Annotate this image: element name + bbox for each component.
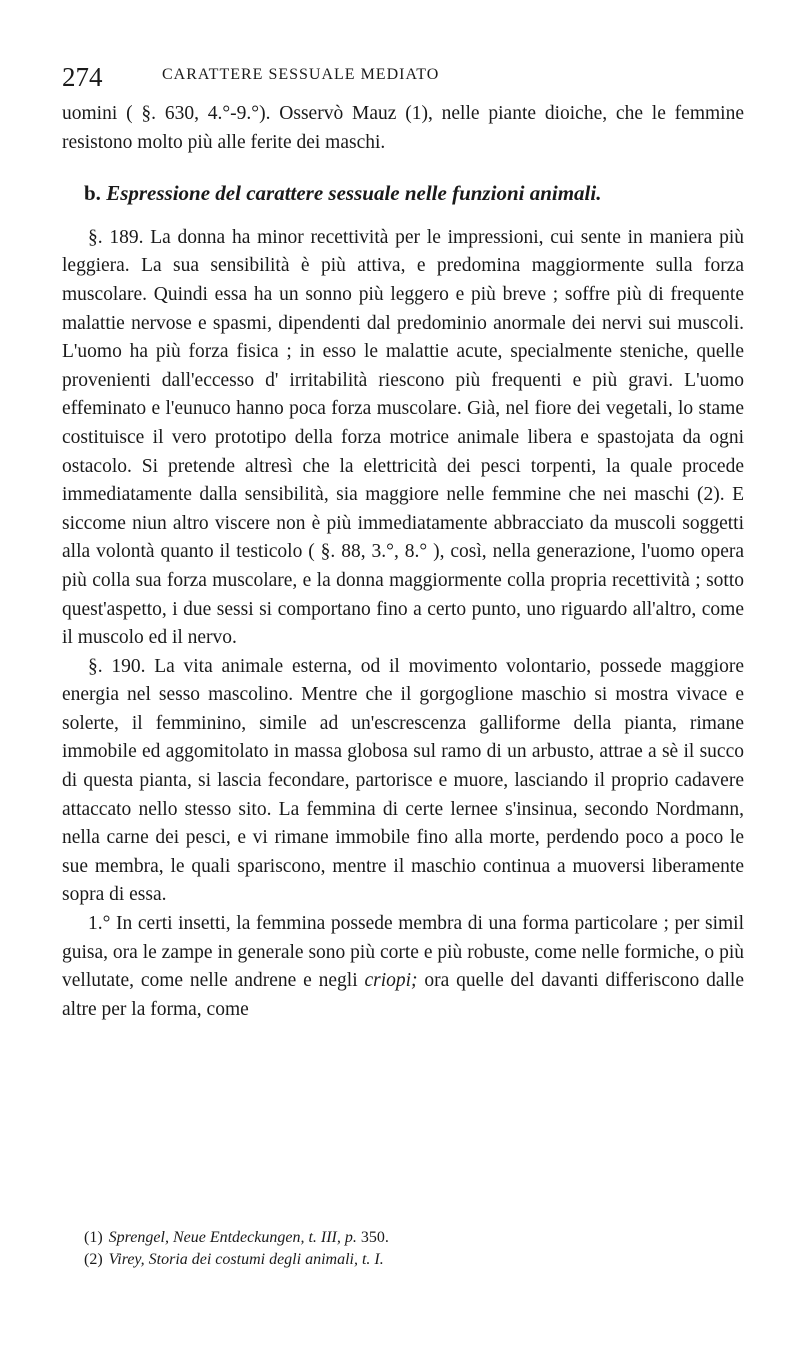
footnote-2-author: Virey, [108,1251,145,1268]
footnote-1-title: Neue Entdeckungen, t. III, p. [168,1229,357,1246]
section-letter: b. [84,181,101,206]
section-title: Espressione del carattere sessuale nelle funzioni animali. [106,181,602,206]
footnote-2 [84,1249,744,1271]
footnote-1 [84,1227,744,1249]
footnote-1-page: 350. [356,1229,389,1246]
page-number: 274 [62,62,103,92]
footnote-2-marker: (2) [84,1251,103,1268]
footnote-1-author: Sprengel, [108,1229,169,1246]
page-body [62,100,744,1024]
page-header [62,62,742,92]
paragraph-1 [62,910,744,1024]
footnotes [84,1227,744,1271]
footnote-1-marker: (1) [84,1229,103,1246]
footnote-2-title: Storia dei costumi degli animali, t. I. [144,1251,384,1268]
section-heading [62,179,744,208]
paragraph-1-text: 1.° In certi insetti, la femmina possede membra di una forma particolare ; per simil guisa, ora le zampe in generale sono più corte e più robuste, come nelle formiche, o più vellutate, come nelle andrene e negli [62,913,744,992]
paragraph-1-italic: criopi; [364,970,418,992]
paragraph-190: §. 190. La vita animale esterna, od il movimento volontario, possede maggiore energia nel sesso mascolino. Mentre che il gorgoglione maschio si mostra vivace e solerte, il femminino, simile ad un'escrescenza galliforme della pianta, rimane immobile ed aggomitolato in massa globosa sul ramo di un arbusto, attrae a sè il succo di questa pianta, si lascia fecondare, partorisce e muore, lasciando il proprio cadavere attaccato nello stesso sito. La femmina di certe lernee s'insinua, secondo Nordmann, nella carne dei pesci, e vi rimane immobile fino alla morte, perdendo poco a poco le sue membra, le quali spariscono, mentre il maschio continua a muoversi liberamente sopra di essa. [62,655,744,906]
paragraph-189: §. 189. La donna ha minor recettività per le impressioni, cui sente in maniera più leggiera. La sua sensibilità è più attiva, e predomina maggiormente sulla forza muscolare. Quindi essa ha un sonno più leggero e più breve ; soffre più di frequente malattie nervose e spasmi, dipendenti dal predominio anormale dei nervi sui muscoli. L'uomo ha più forza fisica ; in esso le malattie acute, specialmente steniche, quelle provenienti dall'eccesso d' irritabilità riescono più frequenti e più gravi. L'uomo effeminato e l'eunuco hanno poca forza muscolare. Già, nel fiore dei vegetali, lo stame costituisce il vero prototipo della forza motrice animale libera e spastojata da ogni ostacolo. Si pretende altresì che la elettricità dei pesci torpenti, la quale procede immediatamente dalla sensibilità, sia maggiore nelle femmine che nei maschi (2). E siccome niun altro viscere non è più immediatamente abbracciato da muscoli soggetti alla volontà quanto il testicolo ( §. 88, 3.°, 8.° ), così, nella generazione, l'uomo opera più colla sua forza muscolare, e la donna maggiormente colla propria recettività ; sotto quest'aspetto, i due sessi si comportano fino a certo punto, uno riguardo all'altro, come il muscolo ed il nervo. [62,226,744,649]
paragraph-1-tail: ora quelle del davanti differiscono dalle altre per la forma, come [62,970,744,1020]
paragraph-continuation: uomini ( §. 630, 4.°-9.°). Osservò Mauz (1), nelle piante dioiche, che le femmine resistono molto più alle ferite dei maschi. [62,103,744,153]
running-head: CARATTERE SESSUALE MEDIATO [162,66,440,83]
